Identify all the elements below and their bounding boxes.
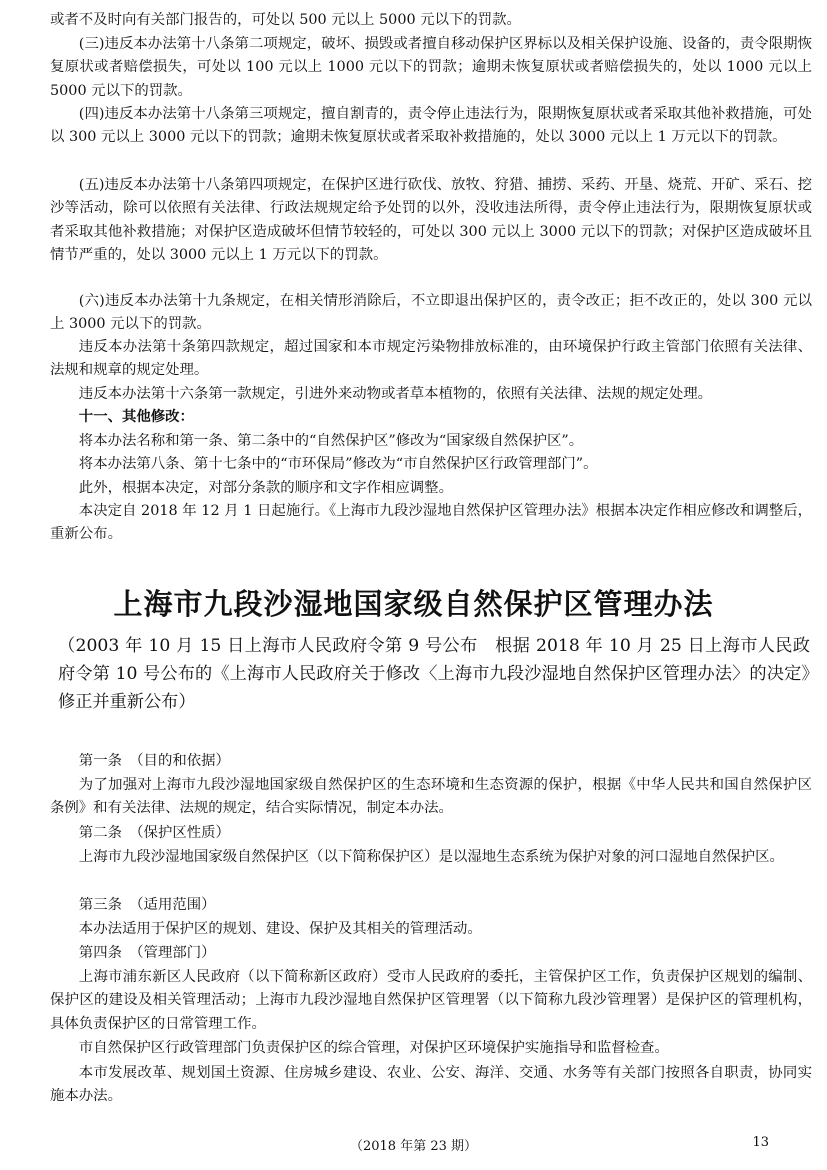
article-heading: 第四条 （管理部门） <box>78 945 216 961</box>
paragraph: 违反本办法第十条第四款规定，超过国家和本市规定污染物排放标准的，由环境保护行政主管部门依照有关法律、法规和规章的规定处理。 <box>50 339 812 379</box>
page-number: 13 <box>752 1135 769 1150</box>
article-paragraph: 市自然保护区行政管理部门负责保护区的综合管理，对保护区环境保护实施指导和监督检查。 <box>78 1040 669 1056</box>
issue-label: （2018 年第 23 期） <box>349 1139 478 1154</box>
document-subtitle: （2003 年 10 月 15 日上海市人民政府令第 9 号公布 根据 2018 年 10 月 25 日上海市人民政府令第 10 号公布的《上海市人民政府关于修改〈上海市九段沙湿地自然保护区管理办法〉的决定》修正并重新公布） <box>58 636 810 712</box>
paragraph: (三)违反本办法第十八条第二项规定，破坏、损毁或者擅自移动保护区界标以及相关保护设施、设备的，责令限期恢复原状或者赔偿损失，可处以 100 元以上 1000 元以下的罚款；逾期未恢复原状或者赔偿损失的，处以 1000 元以上 5000 元以下的罚款。 <box>50 36 812 99</box>
paragraph: 将本办法第八条、第十七条中的“市环保局”修改为“市自然保护区行政管理部门”。 <box>78 456 598 472</box>
article-paragraph: 本办法适用于保护区的规划、建设、保护及其相关的管理活动。 <box>78 921 482 937</box>
paragraph: 本决定自 2018 年 12 月 1 日起施行。《上海市九段沙湿地自然保护区管理办法》根据本决定作相应修改和调整后，重新公布。 <box>50 503 812 543</box>
article-paragraph: 上海市浦东新区人民政府（以下简称新区政府）受市人民政府的委托，主管保护区工作，负责保护区规划的编制、保护区的建设及相关管理活动；上海市九段沙湿地自然保护区管理署（以下简称九段沙管理署）是保护区的管理机构，具体负责保护区的日常管理工作。 <box>50 969 812 1032</box>
paragraph: (五)违反本办法第十八条第四项规定，在保护区进行砍伐、放牧、狩猎、捕捞、采药、开垦、烧荒、开矿、采石、挖沙等活动，除可以依照有关法律、行政法规规定给予处罚的以外，没收违法所得，责令停止违法行为，限期恢复原状或者采取其他补救措施；对保护区造成破坏但情节较轻的，可处以 300 元以上 3000 元以下的罚款；对保护区造成破坏且情节严重的，处以 3000 元以上 1 万元以下的罚款。 <box>50 177 812 264</box>
document-title: 上海市九段沙湿地国家级自然保护区管理办法 <box>113 587 714 621</box>
paragraph: (四)违反本办法第十八条第三项规定，擅自割青的，责令停止违法行为，限期恢复原状或者采取其他补救措施，可处以 300 元以上 3000 元以下的罚款；逾期未恢复原状或者采取补救措施的，处以 3000 元以上 1 万元以下的罚款。 <box>50 106 812 146</box>
paragraph: 此外，根据本决定，对部分条款的顺序和文字作相应调整。 <box>78 480 453 496</box>
article-heading: 第一条 （目的和依据） <box>78 753 230 769</box>
article-heading: 第三条 （适用范围） <box>78 897 216 913</box>
paragraph: 将本办法名称和第一条、第二条中的“自然保护区”修改为“国家级自然保护区”。 <box>78 433 584 449</box>
article-paragraph: 上海市九段沙湿地国家级自然保护区（以下简称保护区）是以湿地生态系统为保护对象的河口湿地自然保护区。 <box>78 849 784 865</box>
paragraph: 或者不及时向有关部门报告的，可处以 500 元以上 5000 元以下的罚款。 <box>50 12 521 28</box>
section-heading: 十一、其他修改： <box>78 409 194 425</box>
article-heading: 第二条 （保护区性质） <box>78 825 230 841</box>
paragraph: (六)违反本办法第十九条规定，在相关情形消除后，不立即退出保护区的，责令改正；拒不改正的，处以 300 元以上 3000 元以下的罚款。 <box>50 293 812 333</box>
paragraph: 违反本办法第十六条第一款规定，引进外来动物或者草本植物的，依照有关法律、法规的规定处理。 <box>78 386 712 402</box>
article-paragraph: 为了加强对上海市九段沙湿地国家级自然保护区的生态环境和生态资源的保护，根据《中华人民共和国自然保护区条例》和有关法律、法规的规定，结合实际情况，制定本办法。 <box>50 777 812 817</box>
article-paragraph: 本市发展改革、规划国土资源、住房城乡建设、农业、公安、海洋、交通、水务等有关部门按照各自职责，协同实施本办法。 <box>50 1065 812 1105</box>
